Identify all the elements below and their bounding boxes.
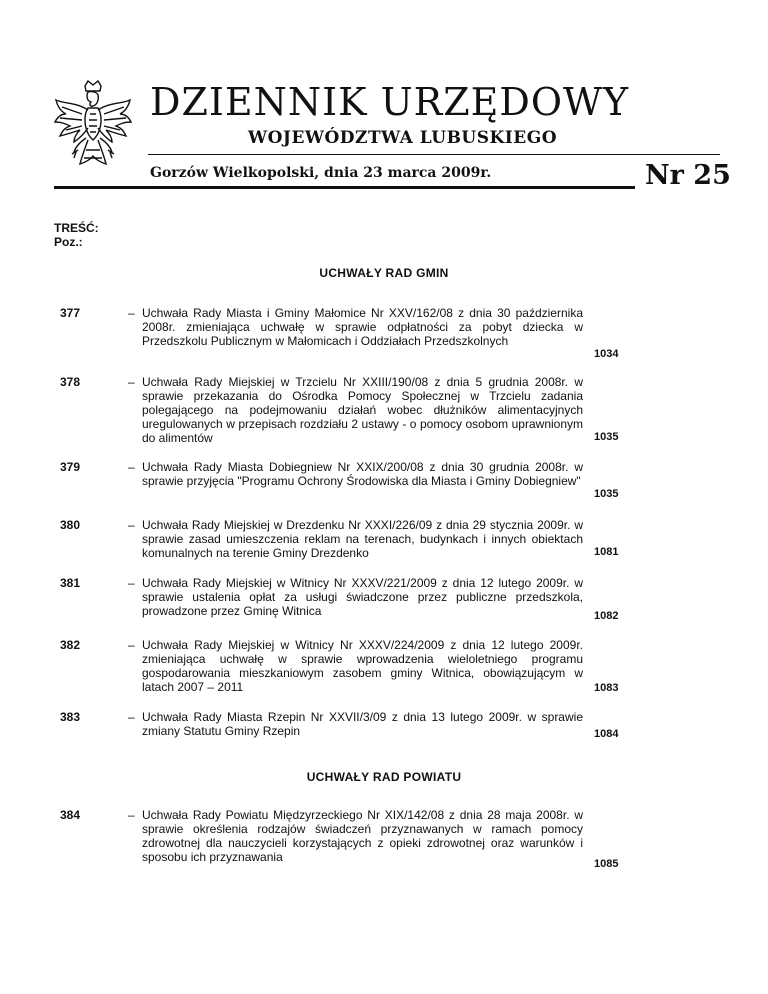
entry-poz: 383 [60, 710, 81, 724]
entry-text: Uchwała Rady Miasta Rzepin Nr XXVII/3/09 z dnia 13 lutego 2009r. w sprawie zmiany Statutu Gminy Rzepin [142, 710, 583, 738]
entry-poz: 379 [60, 460, 81, 474]
entry-text: Uchwała Rady Miejskiej w Witnicy Nr XXXV/224/2009 z dnia 12 lutego 2009r. zmieniająca uchwałę w sprawie wprowadzenia wieloletniego programu gospodarowania mieszkaniowym zasobem gminy Witnica, obowiązującym w latach 2007 – 2011 [142, 638, 583, 694]
entry-dash: – [128, 808, 135, 822]
entry-poz: 380 [60, 518, 81, 532]
entry-page: 1035 [594, 431, 619, 443]
entry-poz: 378 [60, 375, 81, 389]
entry-page: 1085 [594, 858, 619, 870]
polish-eagle-emblem-icon [52, 80, 134, 176]
entry-page: 1081 [594, 546, 619, 558]
toc-label: TREŚĆ: [54, 221, 99, 235]
entry-text: Uchwała Rady Miejskiej w Trzcielu Nr XXIII/190/08 z dnia 5 grudnia 2008r. w sprawie przekazania do Ośrodka Pomocy Społecznej w Trzcielu zadania polegającego na podejmowaniu działań wobec dłużników alimentacyjnych uregulowanych w przepisach rozdziału 2 ustawy - o pomocy osobom uprawnionym do alimentów [142, 375, 583, 445]
toc-poz-label: Poz.: [54, 235, 83, 249]
entry-text: Uchwała Rady Miasta i Gminy Małomice Nr XXV/162/08 z dnia 30 października 2008r. zmieniająca uchwałę w sprawie odpłatności za pobyt dziecka w Przedszkolu Publicznym w Małomicach i Oddziałach Przedszkolnych [142, 306, 583, 348]
entry-page: 1084 [594, 728, 619, 740]
journal-subtitle: WOJEWÓDZTWA LUBUSKIEGO [248, 128, 558, 148]
section-title-gmin: UCHWAŁY RAD GMIN [319, 266, 449, 280]
entry-poz: 384 [60, 808, 81, 822]
entry-page: 1035 [594, 488, 619, 500]
entry-dash: – [128, 460, 135, 474]
entry-page: 1034 [594, 348, 619, 360]
entry-text: Uchwała Rady Miasta Dobiegniew Nr XXIX/200/08 z dnia 30 grudnia 2008r. w sprawie przyjęcia "Programu Ochrony Środowiska dla Miasta i Gminy Dobiegniew" [142, 460, 583, 488]
entry-page: 1082 [594, 610, 619, 622]
entry-text: Uchwała Rady Powiatu Międzyrzeckiego Nr XIX/142/08 z dnia 28 maja 2008r. w sprawie określenia rodzajów świadczeń przyznawanych w ramach pomocy zdrowotnej dla nauczycieli korzystających z opieki zdrowotnej oraz warunków i sposobu ich przyznawania [142, 808, 583, 864]
section-title-powiatu: UCHWAŁY RAD POWIATU [306, 770, 462, 784]
entry-text: Uchwała Rady Miejskiej w Drezdenku Nr XXXI/226/09 z dnia 29 stycznia 2009r. w sprawie zasad umieszczenia reklam na terenach, budynkach i innych obiektach komunalnych na terenie Gminy Drezdenko [142, 518, 583, 560]
entry-page: 1083 [594, 682, 619, 694]
journal-title: DZIENNIK URZĘDOWY [150, 80, 630, 124]
entry-dash: – [128, 518, 135, 532]
entry-poz: 382 [60, 638, 81, 652]
header-rule-bottom [54, 186, 635, 189]
entry-poz: 381 [60, 576, 81, 590]
issue-number: Nr 25 [645, 160, 731, 191]
entry-dash: – [128, 306, 135, 320]
place-date: Gorzów Wielkopolski, dnia 23 marca 2009r. [150, 165, 492, 181]
entry-dash: – [128, 576, 135, 590]
entry-dash: – [128, 638, 135, 652]
entry-poz: 377 [60, 306, 81, 320]
header-rule-top [148, 154, 720, 155]
toc-heading [54, 221, 99, 249]
entry-text: Uchwała Rady Miejskiej w Witnicy Nr XXXV/221/2009 z dnia 12 lutego 2009r. w sprawie ustalenia opłat za usługi świadczone przez publiczne przedszkola, prowadzone przez Gminę Witnica [142, 576, 583, 618]
entry-dash: – [128, 710, 135, 724]
entry-dash: – [128, 375, 135, 389]
